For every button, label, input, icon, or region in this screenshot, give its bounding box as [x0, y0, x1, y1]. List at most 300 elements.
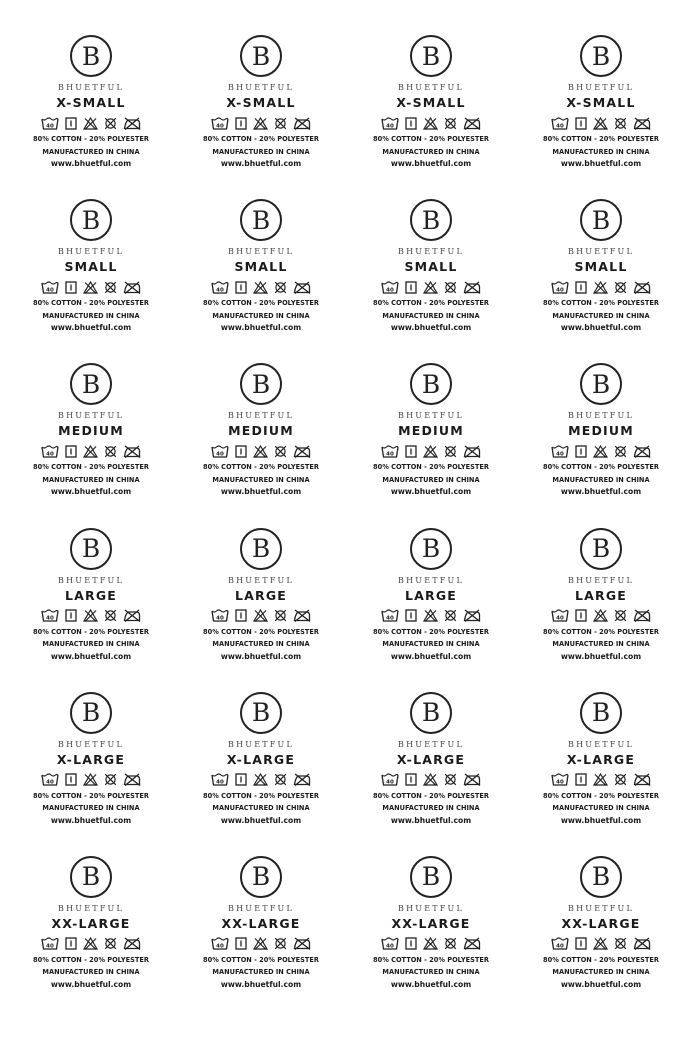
tumble-dry-icon: [235, 281, 247, 294]
care-icons: [381, 444, 481, 458]
svg-text:40: 40: [216, 123, 224, 129]
do-not-bleach-icon: [253, 937, 268, 950]
brand-name: BHUETFUL: [568, 903, 634, 913]
do-not-bleach-icon: [253, 445, 268, 458]
website-text: www.bhuetful.com: [50, 159, 132, 168]
composition-text: 80% COTTON - 20% POLYESTER: [33, 791, 149, 800]
do-not-dry-clean-icon: [274, 445, 287, 458]
tumble-dry-icon: [235, 609, 247, 622]
composition-text: 80% COTTON - 20% POLYESTER: [33, 627, 149, 636]
composition-text: 80% COTTON - 20% POLYESTER: [33, 135, 149, 143]
composition-text: 80% COTTON - 20% POLYESTER: [33, 299, 149, 308]
care-icons: [211, 609, 311, 623]
do-not-bleach-icon: [423, 937, 438, 950]
logo-letter: B: [421, 534, 441, 564]
wash-40-icon: [551, 445, 569, 458]
care-icons: [551, 444, 651, 458]
brand-name: BHUETFUL: [398, 83, 464, 92]
brand-logo-icon: [70, 692, 112, 734]
size-label: MEDIUM: [58, 423, 124, 439]
do-not-dry-clean-icon: [104, 281, 117, 294]
care-icons: [41, 444, 141, 458]
do-not-iron-icon: [633, 773, 651, 786]
do-not-dry-clean-icon: [614, 937, 627, 950]
composition-text: 80% COTTON - 20% POLYESTER: [33, 463, 149, 472]
do-not-iron-icon: [293, 609, 311, 622]
tumble-dry-icon: [65, 281, 77, 294]
care-icons: [551, 116, 651, 130]
do-not-dry-clean-icon: [274, 609, 287, 622]
logo-letter: B: [251, 369, 271, 399]
brand-name: BHUETFUL: [398, 739, 464, 749]
origin-text: MANUFACTURED IN CHINA: [552, 147, 650, 156]
website-text: www.bhuetful.com: [50, 651, 132, 661]
care-icons: [381, 937, 481, 951]
clothing-label: [516, 856, 686, 1020]
origin-text: MANUFACTURED IN CHINA: [212, 147, 310, 156]
clothing-label: [346, 199, 516, 363]
size-label: LARGE: [404, 587, 458, 603]
brand-name: BHUETFUL: [228, 247, 294, 257]
brand-logo-icon: [410, 528, 452, 570]
composition-text: 80% COTTON - 20% POLYESTER: [373, 463, 489, 472]
do-not-dry-clean-icon: [614, 117, 627, 130]
tumble-dry-icon: [235, 117, 247, 130]
do-not-dry-clean-icon: [444, 773, 457, 786]
do-not-bleach-icon: [83, 937, 98, 950]
logo-letter: B: [421, 205, 441, 235]
brand-name: BHUETFUL: [228, 83, 294, 92]
do-not-dry-clean-icon: [614, 281, 627, 294]
svg-text:40: 40: [216, 451, 224, 458]
tumble-dry-icon: [405, 117, 417, 130]
size-label: X-LARGE: [566, 751, 636, 767]
do-not-iron-icon: [123, 445, 141, 458]
website-text: www.bhuetful.com: [220, 815, 302, 825]
logo-letter: B: [591, 698, 611, 728]
clothing-label: [6, 363, 176, 527]
brand-name: BHUETFUL: [58, 247, 124, 257]
composition-text: 80% COTTON - 20% POLYESTER: [373, 627, 489, 636]
care-icons: [381, 116, 481, 130]
svg-text:40: 40: [556, 287, 564, 294]
composition-text: 80% COTTON - 20% POLYESTER: [543, 299, 659, 308]
brand-logo-icon: [240, 35, 282, 77]
origin-text: MANUFACTURED IN CHINA: [382, 147, 480, 156]
do-not-dry-clean-icon: [274, 937, 287, 950]
brand-name: BHUETFUL: [228, 739, 294, 749]
do-not-bleach-icon: [83, 609, 98, 622]
do-not-iron-icon: [123, 937, 141, 950]
size-label: X-SMALL: [56, 95, 126, 110]
logo-letter: B: [591, 534, 611, 564]
svg-text:40: 40: [46, 779, 54, 786]
do-not-iron-icon: [463, 773, 481, 786]
label-sheet: [6, 35, 686, 1020]
do-not-bleach-icon: [593, 609, 608, 622]
do-not-bleach-icon: [253, 117, 268, 130]
wash-40-icon: [551, 937, 569, 950]
wash-40-icon: [41, 445, 59, 458]
brand-name: BHUETFUL: [398, 903, 464, 913]
do-not-bleach-icon: [423, 773, 438, 786]
clothing-label: [346, 363, 516, 527]
do-not-bleach-icon: [593, 773, 608, 786]
do-not-iron-icon: [123, 773, 141, 786]
logo-letter: B: [421, 862, 441, 892]
clothing-label: [516, 199, 686, 363]
tumble-dry-icon: [65, 117, 77, 130]
do-not-dry-clean-icon: [444, 937, 457, 950]
do-not-iron-icon: [633, 117, 651, 130]
size-label: X-LARGE: [226, 751, 296, 767]
care-icons: [551, 773, 651, 787]
wash-40-icon: [551, 609, 569, 622]
brand-logo-icon: [70, 856, 112, 898]
svg-text:40: 40: [386, 779, 394, 786]
size-label: SMALL: [404, 259, 458, 275]
brand-name: BHUETFUL: [398, 575, 464, 585]
care-icons: [211, 280, 311, 294]
origin-text: MANUFACTURED IN CHINA: [382, 311, 480, 320]
clothing-label: [176, 199, 346, 363]
do-not-iron-icon: [293, 445, 311, 458]
wash-40-icon: [41, 773, 59, 786]
brand-name: BHUETFUL: [568, 83, 634, 92]
svg-text:40: 40: [46, 943, 54, 950]
clothing-label: [176, 363, 346, 527]
care-icons: [41, 937, 141, 951]
tumble-dry-icon: [65, 773, 77, 786]
brand-name: BHUETFUL: [58, 411, 124, 421]
svg-text:40: 40: [556, 451, 564, 458]
brand-name: BHUETFUL: [228, 575, 294, 585]
svg-text:40: 40: [386, 615, 394, 622]
origin-text: MANUFACTURED IN CHINA: [552, 640, 650, 649]
tumble-dry-icon: [575, 773, 587, 786]
composition-text: 80% COTTON - 20% POLYESTER: [373, 299, 489, 308]
tumble-dry-icon: [405, 609, 417, 622]
tumble-dry-icon: [405, 445, 417, 458]
tumble-dry-icon: [235, 937, 247, 950]
origin-text: MANUFACTURED IN CHINA: [42, 640, 140, 649]
do-not-dry-clean-icon: [444, 117, 457, 130]
clothing-label: [176, 35, 346, 199]
size-label: XX-LARGE: [391, 915, 471, 931]
svg-text:40: 40: [386, 451, 394, 458]
care-icons: [551, 280, 651, 294]
tumble-dry-icon: [575, 445, 587, 458]
wash-40-icon: [211, 609, 229, 622]
care-icons: [381, 609, 481, 623]
do-not-iron-icon: [463, 445, 481, 458]
logo-letter: B: [591, 369, 611, 399]
origin-text: MANUFACTURED IN CHINA: [212, 804, 310, 813]
origin-text: MANUFACTURED IN CHINA: [552, 804, 650, 813]
brand-logo-icon: [410, 35, 452, 77]
care-icons: [41, 280, 141, 294]
svg-text:40: 40: [46, 287, 54, 294]
website-text: www.bhuetful.com: [560, 487, 642, 497]
svg-text:40: 40: [556, 779, 564, 786]
size-label: X-SMALL: [396, 95, 466, 110]
do-not-iron-icon: [633, 281, 651, 294]
size-label: MEDIUM: [228, 423, 294, 439]
website-text: www.bhuetful.com: [50, 323, 132, 333]
origin-text: MANUFACTURED IN CHINA: [552, 475, 650, 484]
do-not-dry-clean-icon: [104, 773, 117, 786]
origin-text: MANUFACTURED IN CHINA: [382, 968, 480, 977]
svg-text:40: 40: [386, 287, 394, 294]
composition-text: 80% COTTON - 20% POLYESTER: [373, 791, 489, 800]
origin-text: MANUFACTURED IN CHINA: [382, 804, 480, 813]
do-not-bleach-icon: [423, 281, 438, 294]
logo-letter: B: [81, 369, 101, 399]
wash-40-icon: [551, 281, 569, 294]
do-not-dry-clean-icon: [104, 609, 117, 622]
composition-text: 80% COTTON - 20% POLYESTER: [203, 463, 319, 472]
clothing-label: [6, 528, 176, 692]
brand-logo-icon: [580, 199, 622, 241]
composition-text: 80% COTTON - 20% POLYESTER: [203, 627, 319, 636]
care-icons: [211, 773, 311, 787]
website-text: www.bhuetful.com: [50, 487, 132, 497]
brand-logo-icon: [70, 35, 112, 77]
logo-letter: B: [251, 534, 271, 564]
tumble-dry-icon: [405, 773, 417, 786]
size-label: XX-LARGE: [221, 915, 301, 931]
do-not-bleach-icon: [593, 937, 608, 950]
logo-letter: B: [591, 862, 611, 892]
website-text: www.bhuetful.com: [560, 815, 642, 825]
website-text: www.bhuetful.com: [560, 979, 642, 989]
website-text: www.bhuetful.com: [390, 487, 472, 497]
brand-logo-icon: [580, 528, 622, 570]
logo-letter: B: [421, 369, 441, 399]
brand-name: BHUETFUL: [228, 411, 294, 421]
website-text: www.bhuetful.com: [220, 323, 302, 333]
logo-letter: B: [81, 205, 101, 235]
do-not-bleach-icon: [593, 117, 608, 130]
logo-letter: B: [81, 41, 101, 71]
tumble-dry-icon: [65, 937, 77, 950]
clothing-label: [346, 35, 516, 199]
size-label: X-LARGE: [396, 751, 466, 767]
do-not-iron-icon: [293, 937, 311, 950]
brand-logo-icon: [240, 199, 282, 241]
website-text: www.bhuetful.com: [390, 651, 472, 661]
clothing-label: [346, 856, 516, 1020]
brand-logo-icon: [240, 856, 282, 898]
wash-40-icon: [41, 609, 59, 622]
logo-letter: B: [591, 205, 611, 235]
brand-name: BHUETFUL: [568, 739, 634, 749]
tumble-dry-icon: [575, 281, 587, 294]
website-text: www.bhuetful.com: [560, 651, 642, 661]
brand-name: BHUETFUL: [58, 83, 124, 92]
do-not-iron-icon: [123, 117, 141, 130]
website-text: www.bhuetful.com: [220, 159, 302, 168]
size-label: LARGE: [64, 587, 118, 603]
website-text: www.bhuetful.com: [220, 979, 302, 989]
care-icons: [41, 116, 141, 130]
clothing-label: [176, 856, 346, 1020]
composition-text: 80% COTTON - 20% POLYESTER: [203, 955, 319, 964]
wash-40-icon: [381, 773, 399, 786]
website-text: www.bhuetful.com: [560, 323, 642, 333]
composition-text: 80% COTTON - 20% POLYESTER: [373, 955, 489, 964]
wash-40-icon: [381, 609, 399, 622]
brand-name: BHUETFUL: [398, 247, 464, 257]
brand-logo-icon: [70, 199, 112, 241]
tumble-dry-icon: [405, 281, 417, 294]
website-text: www.bhuetful.com: [390, 323, 472, 333]
do-not-bleach-icon: [253, 609, 268, 622]
website-text: www.bhuetful.com: [560, 159, 642, 168]
do-not-dry-clean-icon: [274, 117, 287, 130]
website-text: www.bhuetful.com: [50, 815, 132, 825]
wash-40-icon: [41, 117, 59, 130]
website-text: www.bhuetful.com: [220, 487, 302, 497]
brand-logo-icon: [580, 856, 622, 898]
size-label: X-SMALL: [566, 95, 636, 110]
composition-text: 80% COTTON - 20% POLYESTER: [543, 135, 659, 143]
wash-40-icon: [211, 773, 229, 786]
wash-40-icon: [551, 117, 569, 130]
brand-name: BHUETFUL: [568, 247, 634, 257]
composition-text: 80% COTTON - 20% POLYESTER: [33, 955, 149, 964]
brand-logo-icon: [240, 692, 282, 734]
do-not-dry-clean-icon: [104, 117, 117, 130]
origin-text: MANUFACTURED IN CHINA: [212, 311, 310, 320]
do-not-bleach-icon: [83, 445, 98, 458]
brand-logo-icon: [580, 363, 622, 405]
svg-text:40: 40: [216, 943, 224, 950]
size-label: XX-LARGE: [51, 915, 131, 931]
do-not-dry-clean-icon: [614, 445, 627, 458]
website-text: www.bhuetful.com: [390, 159, 472, 168]
svg-text:40: 40: [216, 779, 224, 786]
do-not-iron-icon: [633, 609, 651, 622]
origin-text: MANUFACTURED IN CHINA: [42, 311, 140, 320]
brand-logo-icon: [580, 692, 622, 734]
do-not-iron-icon: [293, 773, 311, 786]
brand-name: BHUETFUL: [58, 903, 124, 913]
wash-40-icon: [211, 281, 229, 294]
do-not-iron-icon: [463, 281, 481, 294]
do-not-bleach-icon: [253, 281, 268, 294]
composition-text: 80% COTTON - 20% POLYESTER: [203, 299, 319, 308]
care-icons: [41, 609, 141, 623]
brand-name: BHUETFUL: [58, 739, 124, 749]
brand-name: BHUETFUL: [228, 903, 294, 913]
do-not-bleach-icon: [593, 445, 608, 458]
origin-text: MANUFACTURED IN CHINA: [552, 968, 650, 977]
do-not-bleach-icon: [83, 117, 98, 130]
brand-name: BHUETFUL: [58, 575, 124, 585]
svg-text:40: 40: [216, 615, 224, 622]
clothing-label: [6, 856, 176, 1020]
wash-40-icon: [211, 445, 229, 458]
composition-text: 80% COTTON - 20% POLYESTER: [543, 463, 659, 472]
svg-text:40: 40: [46, 451, 54, 458]
care-icons: [211, 937, 311, 951]
logo-letter: B: [251, 698, 271, 728]
wash-40-icon: [41, 937, 59, 950]
origin-text: MANUFACTURED IN CHINA: [42, 475, 140, 484]
composition-text: 80% COTTON - 20% POLYESTER: [543, 791, 659, 800]
wash-40-icon: [551, 773, 569, 786]
do-not-dry-clean-icon: [444, 445, 457, 458]
logo-letter: B: [421, 698, 441, 728]
composition-text: 80% COTTON - 20% POLYESTER: [543, 955, 659, 964]
logo-letter: B: [81, 698, 101, 728]
website-text: www.bhuetful.com: [220, 651, 302, 661]
composition-text: 80% COTTON - 20% POLYESTER: [203, 135, 319, 143]
origin-text: MANUFACTURED IN CHINA: [382, 475, 480, 484]
do-not-dry-clean-icon: [274, 281, 287, 294]
clothing-label: [176, 528, 346, 692]
brand-logo-icon: [70, 528, 112, 570]
brand-logo-icon: [240, 363, 282, 405]
do-not-bleach-icon: [83, 281, 98, 294]
do-not-iron-icon: [633, 445, 651, 458]
wash-40-icon: [381, 937, 399, 950]
brand-logo-icon: [410, 856, 452, 898]
size-label: XX-LARGE: [561, 915, 641, 931]
size-label: X-SMALL: [226, 95, 296, 110]
brand-name: BHUETFUL: [398, 411, 464, 421]
origin-text: MANUFACTURED IN CHINA: [42, 804, 140, 813]
do-not-dry-clean-icon: [444, 609, 457, 622]
website-text: www.bhuetful.com: [390, 815, 472, 825]
wash-40-icon: [41, 281, 59, 294]
tumble-dry-icon: [65, 445, 77, 458]
do-not-dry-clean-icon: [274, 773, 287, 786]
logo-letter: B: [251, 862, 271, 892]
do-not-dry-clean-icon: [614, 773, 627, 786]
size-label: SMALL: [64, 259, 118, 275]
size-label: LARGE: [574, 587, 628, 603]
clothing-label: [516, 35, 686, 199]
svg-text:40: 40: [46, 123, 54, 129]
tumble-dry-icon: [235, 773, 247, 786]
do-not-iron-icon: [293, 117, 311, 130]
size-label: LARGE: [234, 587, 288, 603]
clothing-label: [516, 528, 686, 692]
do-not-bleach-icon: [423, 445, 438, 458]
composition-text: 80% COTTON - 20% POLYESTER: [373, 135, 489, 143]
origin-text: MANUFACTURED IN CHINA: [212, 475, 310, 484]
do-not-bleach-icon: [423, 609, 438, 622]
tumble-dry-icon: [405, 937, 417, 950]
svg-text:40: 40: [46, 615, 54, 622]
logo-letter: B: [591, 41, 611, 71]
svg-text:40: 40: [556, 943, 564, 950]
website-text: www.bhuetful.com: [50, 979, 132, 989]
brand-logo-icon: [410, 692, 452, 734]
tumble-dry-icon: [575, 117, 587, 130]
care-icons: [211, 444, 311, 458]
origin-text: MANUFACTURED IN CHINA: [382, 640, 480, 649]
composition-text: 80% COTTON - 20% POLYESTER: [203, 791, 319, 800]
clothing-label: [6, 35, 176, 199]
logo-letter: B: [81, 534, 101, 564]
size-label: SMALL: [574, 259, 628, 275]
wash-40-icon: [381, 445, 399, 458]
origin-text: MANUFACTURED IN CHINA: [212, 640, 310, 649]
size-label: MEDIUM: [568, 423, 634, 439]
